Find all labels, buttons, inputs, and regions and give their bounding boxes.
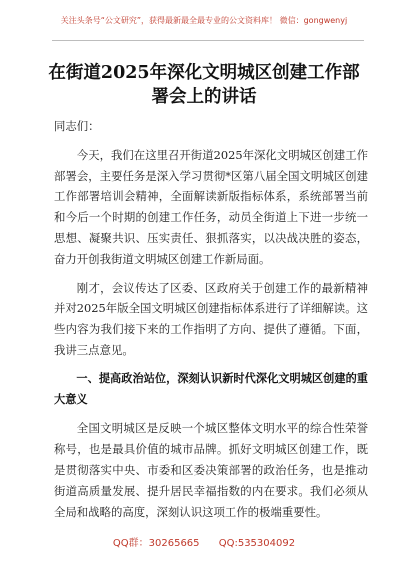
footer-qq-group: QQ群：30265665	[112, 538, 200, 549]
paragraph-transition: 刚才，会议传达了区委、区政府关于创建工作的最新精神并对2025年版全国文明城区创建指标体系进行了详细解读。这些内容为我们接下来的工作指明了方向、提供了遵循。下面，我讲三点意见。	[54, 280, 368, 357]
header-banner: 关注头条号“公文研究”，获得最新最全最专业的公文资料库！ 微信：gongwenyj	[60, 16, 348, 25]
paragraph-section-1: 全国文明城区是反映一个城区整体文明水平的综合性荣誉称号，也是最具价值的城市品牌。抓好文明城区创建工作，既是贯彻落实中央、市委和区委决策部署的政治任务，也是推动街道高质量发展、提升居民幸福指数的内在要求。我们必须从全局和战略的高度，深刻认识这项工作的极端重要性。	[54, 421, 368, 519]
section-heading-1: 一、提高政治站位，深刻认识新时代深化文明城区创建的重大意义	[54, 371, 368, 406]
footer-qq-number: QQ:535304092	[218, 538, 296, 549]
paragraph-opening: 今天，我们在这里召开街道2025年深化文明城区创建工作部署会，主要任务是深入学习贯彻*区第八届全国文明城区创建工作部署培训会精神，全面解读新版指标体系，系统部署当前和今后一个时期的创建工作任务，动员全街道上下进一步统一思想、凝聚共识、压实责任、狠抓落实，以决战决胜的姿态，奋力开创我街道文明城区创建工作新局面。	[54, 147, 368, 266]
document-title	[40, 61, 368, 109]
footer-contact	[0, 534, 408, 549]
salutation: 同志们：	[54, 119, 100, 133]
title-line-1: 在街道2025年深化文明城区创建工作部	[48, 63, 360, 83]
header-divider	[52, 40, 364, 41]
document-body	[54, 116, 368, 522]
title-line-2: 署会上的讲话	[151, 87, 257, 107]
